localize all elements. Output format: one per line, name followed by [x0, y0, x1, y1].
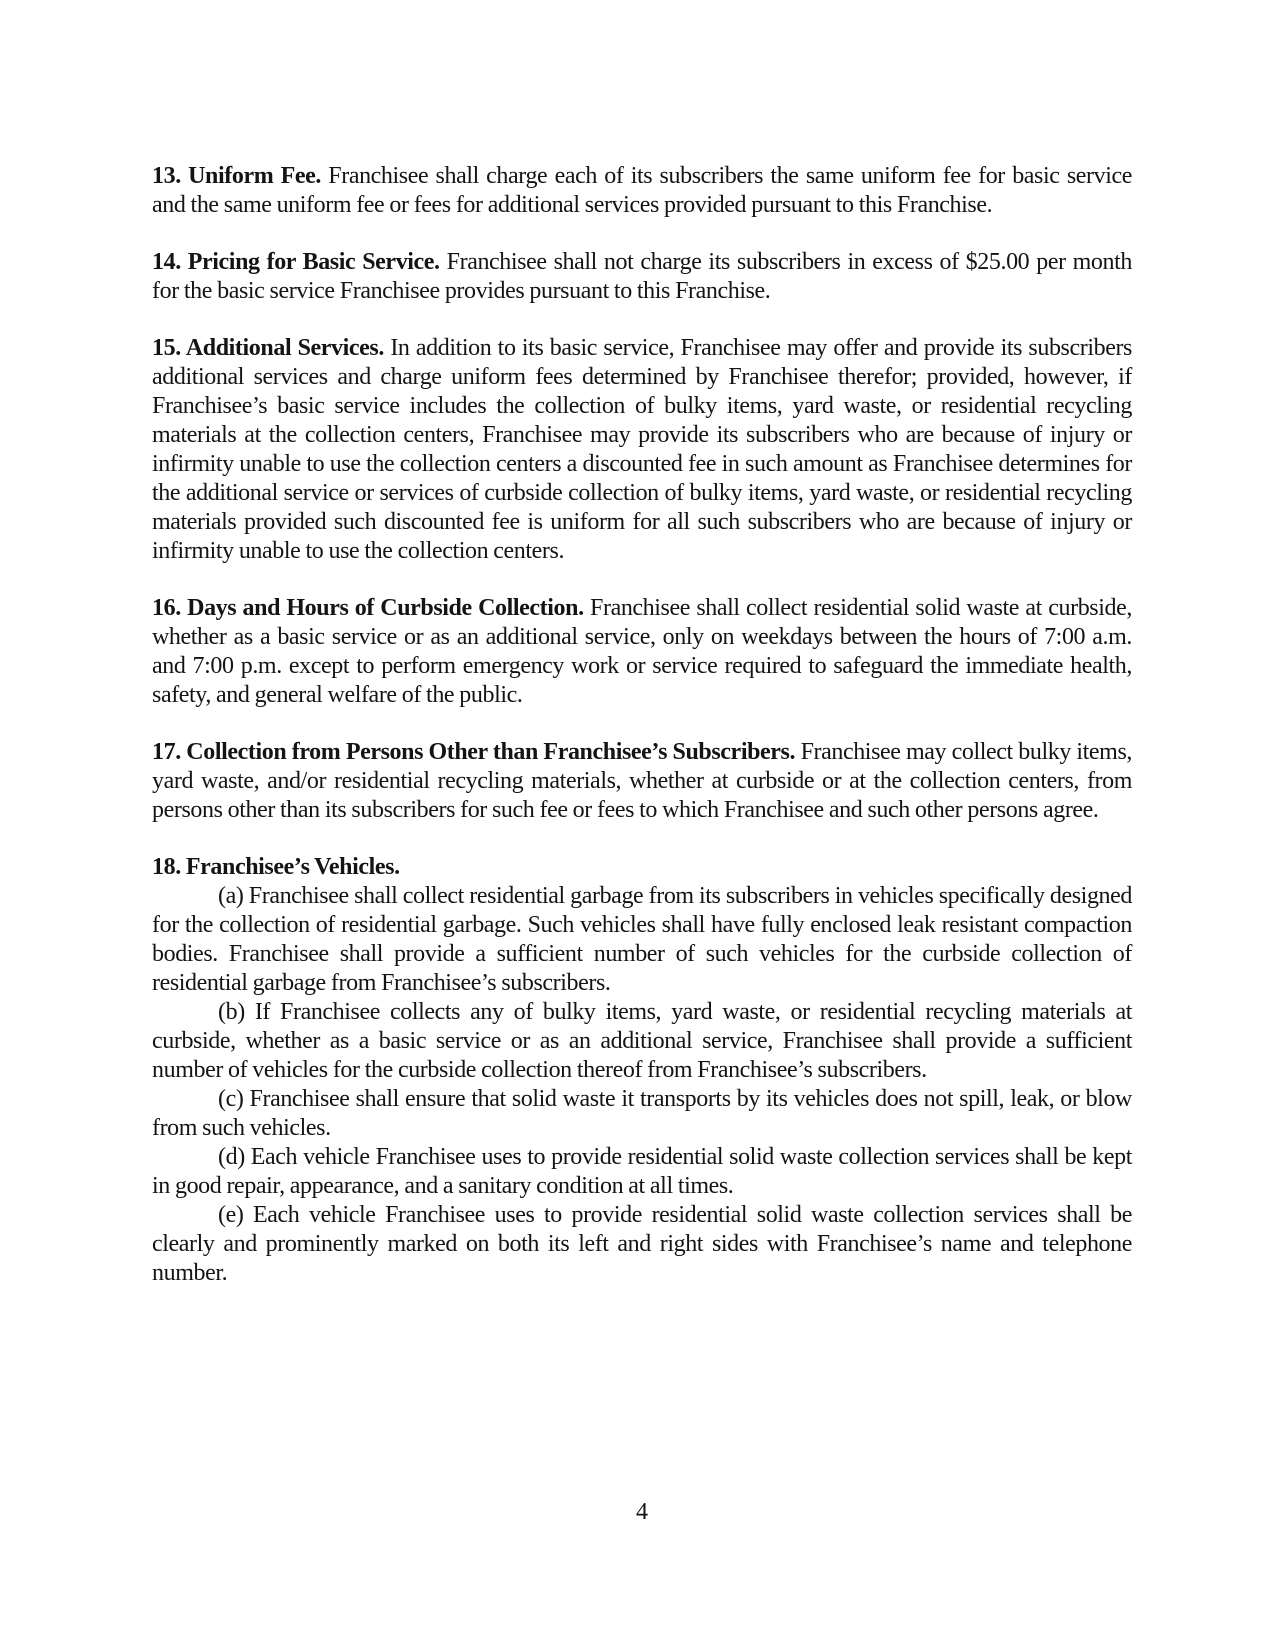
section-14-heading: 14. Pricing for Basic Service.	[152, 249, 440, 275]
section-18-subparagraph-d: (d) Each vehicle Franchisee uses to provide residential solid waste collection services shall be kept in good repair, appearance, and a sanitary condition at all times.	[152, 1144, 1132, 1199]
section-17-paragraph	[152, 738, 1132, 825]
section-16-text: Franchisee shall collect residential solid waste at curbside, whether as a basic service or as an additional service, only on weekdays between the hours of 7:00 a.m. and 7:00 p.m. except to perform emergency work or service required to safeguard the immediate health, safety, and general welfare of the public.	[152, 595, 1132, 708]
page-number: 4	[636, 1499, 648, 1525]
section-18-heading-line	[152, 853, 1132, 882]
section-18-heading: 18. Franchisee’s Vehicles.	[152, 854, 400, 880]
section-18-subparagraph-e: (e) Each vehicle Franchisee uses to provide residential solid waste collection services shall be clearly and prominently marked on both its left and right sides with Franchisee’s name and telephone number.	[152, 1202, 1132, 1286]
section-14-text: Franchisee shall not charge its subscribers in excess of $25.00 per month for the basic service Franchisee provides pursuant to this Franchise.	[152, 249, 1133, 304]
section-18-subparagraph-c: (c) Franchisee shall ensure that solid waste it transports by its vehicles does not spill, leak, or blow from such vehicles.	[152, 1086, 1132, 1141]
page-content	[152, 162, 1132, 1288]
section-18-subparagraph-b: (b) If Franchisee collects any of bulky items, yard waste, or residential recycling materials at curbside, whether as a basic service or as an additional service, Franchisee shall provide a sufficient number of vehicles for the curbside collection thereof from Franchisee’s subscribers.	[152, 999, 1132, 1083]
section-13-paragraph	[152, 162, 1132, 220]
section-15-paragraph	[152, 334, 1132, 566]
section-17-text: Franchisee may collect bulky items, yard waste, and/or residential recycling materials, whether at curbside or at the collection centers, from persons other than its subscribers for such fee or fees to which Franchisee and such other persons agree.	[152, 739, 1132, 823]
section-16-heading: 16. Days and Hours of Curbside Collection.	[152, 595, 584, 621]
section-17-heading: 17. Collection from Persons Other than Franchisee’s Subscribers.	[152, 739, 796, 765]
section-15-heading: 15. Additional Services.	[152, 335, 384, 361]
section-13-text: Franchisee shall charge each of its subscribers the same uniform fee for basic service and the same uniform fee or fees for additional services provided pursuant to this Franchise.	[152, 163, 1132, 218]
section-18-subparagraph-a: (a) Franchisee shall collect residential garbage from its subscribers in vehicles specifically designed for the collection of residential garbage. Such vehicles shall have fully enclosed leak resistant compaction bodies. Franchisee shall provide a sufficient number of such vehicles for the curbside collection of residential garbage from Franchisee’s subscribers.	[152, 883, 1132, 996]
section-13-heading: 13. Uniform Fee.	[152, 163, 321, 189]
section-16-paragraph	[152, 594, 1132, 710]
section-15-text: In addition to its basic service, Franchisee may offer and provide its subscribers additional services and charge uniform fees determined by Franchisee therefor; provided, however, if Franchisee’s basic service includes the collection of bulky items, yard waste, or residential recycling materials at the collection centers, Franchisee may provide its subscribers who are because of injury or infirmity unable to use the collection centers a discounted fee in such amount as Franchisee determines for the additional service or services of curbside collection of bulky items, yard waste, or residential recycling materials provided such discounted fee is uniform for all such subscribers who are because of injury or infirmity unable to use the collection centers.	[152, 335, 1132, 564]
section-14-paragraph	[152, 248, 1132, 306]
